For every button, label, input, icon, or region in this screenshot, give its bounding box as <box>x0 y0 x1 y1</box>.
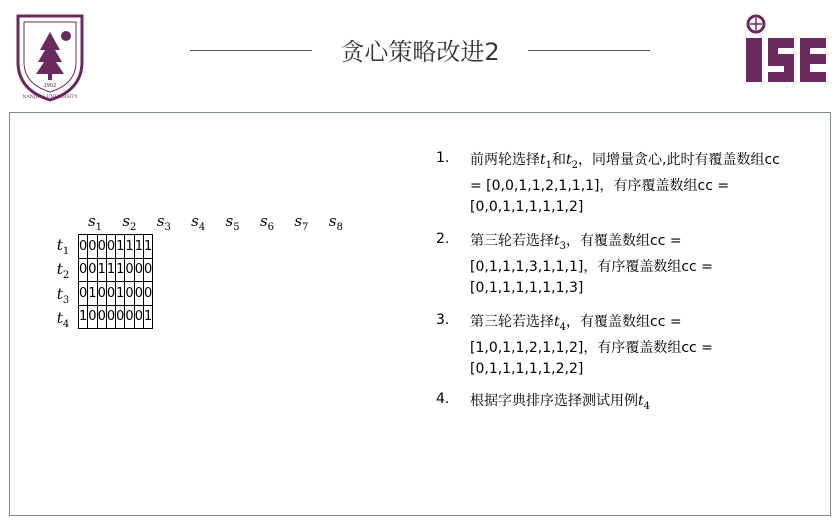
cell: 1 <box>116 282 125 306</box>
cell: 0 <box>134 305 143 329</box>
cell: 0 <box>79 258 88 282</box>
cell: 1 <box>143 305 152 329</box>
ise-logo-text: iSE <box>786 88 788 89</box>
cell: 0 <box>143 282 152 306</box>
cell: 0 <box>106 235 115 259</box>
cell: 0 <box>97 305 106 329</box>
cell: 0 <box>79 235 88 259</box>
title-rule-left <box>190 50 312 51</box>
cell: 0 <box>125 258 134 282</box>
title-rule-right <box>528 50 650 51</box>
col-header-s7: $s_7$ <box>294 212 309 233</box>
page-title: 贪心策略改进2 <box>340 38 500 66</box>
nju-emblem-icon <box>14 12 86 102</box>
col-header-s4: $s_4$ <box>191 212 206 233</box>
cell: 1 <box>88 282 97 306</box>
title-row <box>180 30 660 70</box>
emblem-text: NANJING UNIVERSITY <box>22 95 78 100</box>
row-header-t2: $t_2$ <box>56 260 70 281</box>
table-row <box>79 258 153 282</box>
cell: 1 <box>116 235 125 259</box>
cell: 0 <box>88 305 97 329</box>
item-text: 根据字典排序选择测试用例$t_4$ <box>470 393 651 412</box>
cell: 0 <box>143 258 152 282</box>
cell: 0 <box>97 235 106 259</box>
emblem-year: 1902 <box>43 83 57 89</box>
table-row <box>79 305 153 329</box>
cell: 1 <box>97 258 106 282</box>
item-text: 前两轮选择$t_1$和$t_2$，同增量贪心,此时有覆盖数组cc = [0,0,1,1,2,1,1,1]，有序覆盖数组cc = [0,0,1,1,1,1,1,2] <box>470 152 780 215</box>
col-header-s3: $s_3$ <box>156 212 171 233</box>
cell: 0 <box>79 282 88 306</box>
row-header-t3: $t_3$ <box>56 285 70 306</box>
col-header-s1: $s_1$ <box>87 212 103 233</box>
item-text: 第三轮若选择$t_3$，有覆盖数组cc = [0,1,1,1,3,1,1,1]，有序覆盖数组cc = [0,1,1,1,1,1,1,3] <box>470 233 713 296</box>
cell: 1 <box>79 305 88 329</box>
item-number: 3. <box>436 312 450 328</box>
cell: 0 <box>125 305 134 329</box>
cell: 0 <box>116 305 125 329</box>
cell: 0 <box>134 282 143 306</box>
cell: 0 <box>106 305 115 329</box>
col-header-s2: $s_2$ <box>122 212 137 233</box>
item-number: 2. <box>436 231 450 247</box>
matrix-table <box>78 234 153 329</box>
ise-logo-icon <box>742 14 830 90</box>
col-header-s6: $s_6$ <box>259 212 275 233</box>
col-header-s5: $s_5$ <box>225 212 240 233</box>
item-text: 第三轮若选择$t_4$，有覆盖数组cc = [1,0,1,1,2,1,1,2]，有序覆盖数组cc = [0,1,1,1,1,1,2,2] <box>470 314 713 377</box>
table-row <box>79 282 153 306</box>
cell: 1 <box>106 258 115 282</box>
cell: 1 <box>143 235 152 259</box>
cell: 0 <box>97 282 106 306</box>
cell: 0 <box>134 258 143 282</box>
item-number: 4. <box>436 391 450 407</box>
cell: 1 <box>116 258 125 282</box>
cell: 1 <box>134 235 143 259</box>
table-row <box>79 235 153 259</box>
row-header-t1: $t_1$ <box>56 236 70 257</box>
cell: 0 <box>88 235 97 259</box>
row-header-t4: $t_4$ <box>56 309 70 330</box>
item-number: 1. <box>436 150 450 166</box>
cell: 0 <box>125 282 134 306</box>
cell: 1 <box>125 235 134 259</box>
col-header-s8: $s_8$ <box>328 212 343 233</box>
cell: 0 <box>88 258 97 282</box>
cell: 0 <box>106 282 115 306</box>
